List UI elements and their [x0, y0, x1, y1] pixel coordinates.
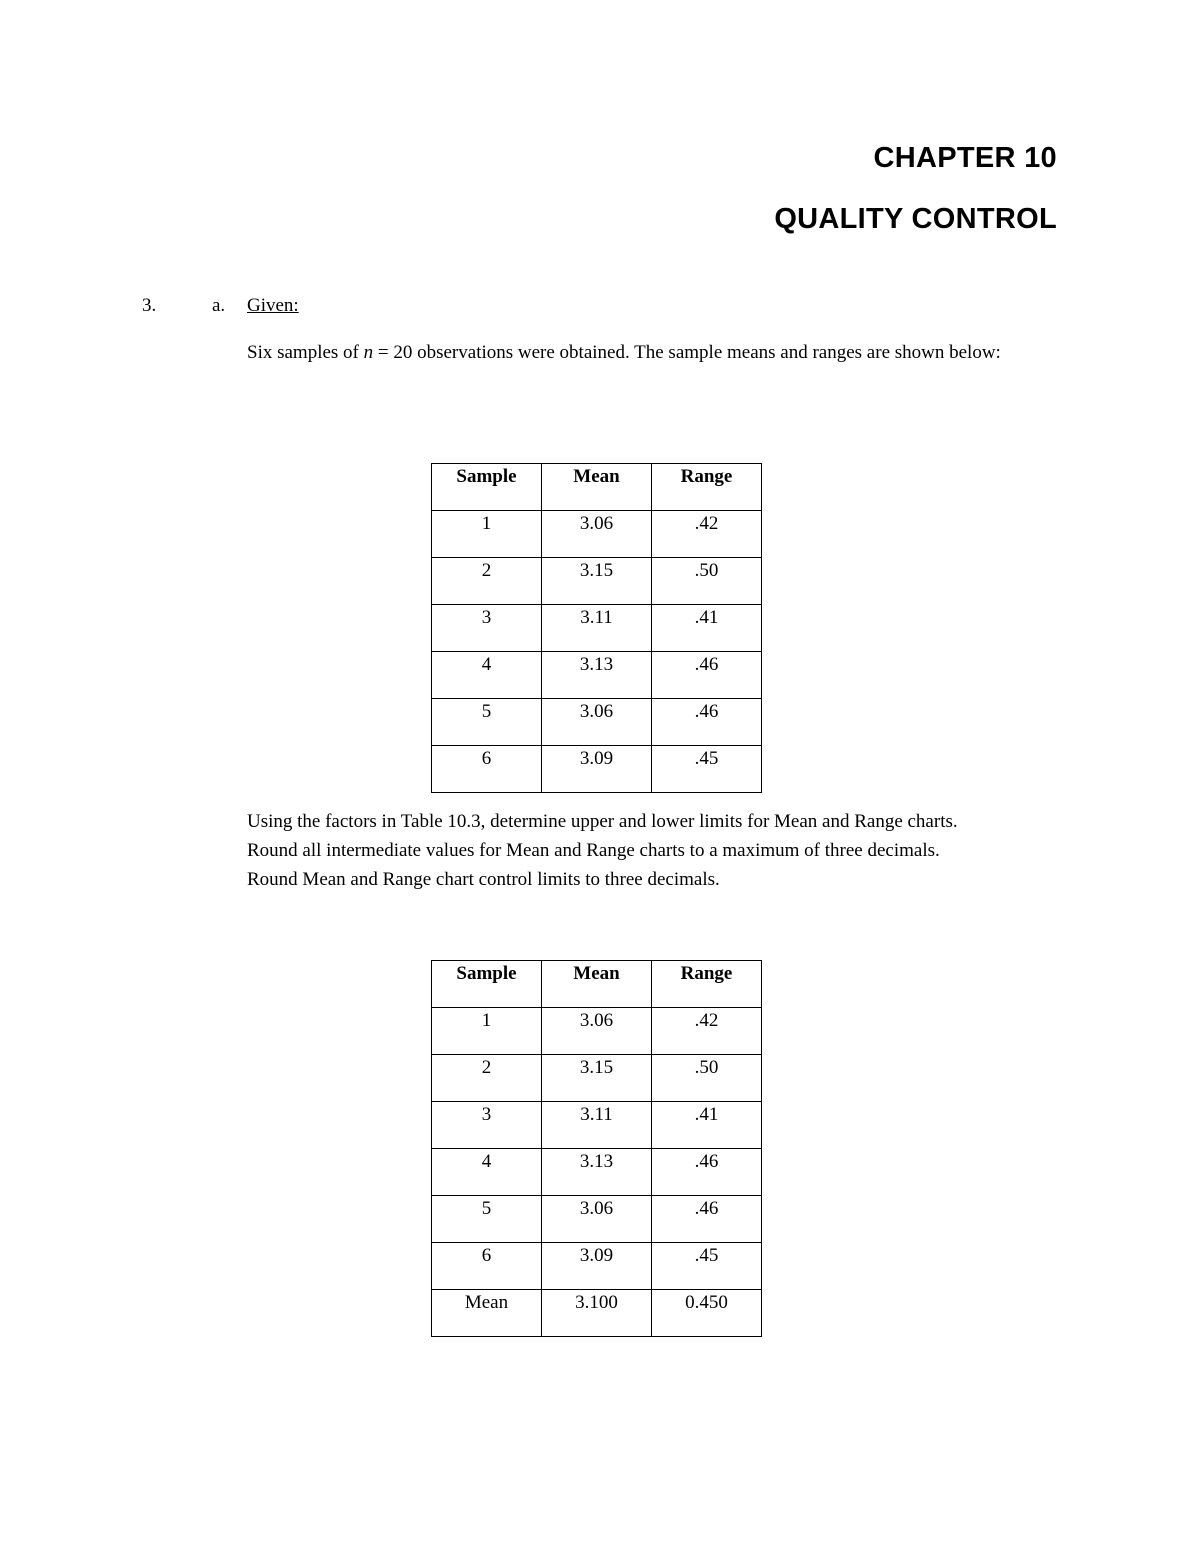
table-row	[432, 1102, 762, 1149]
table-row	[432, 1008, 762, 1055]
intro-text-end: = 20 observations were obtained. The sample means and ranges are shown below:	[373, 342, 1001, 363]
table-row	[432, 511, 762, 558]
table-row	[432, 605, 762, 652]
cell-range: .41	[652, 1102, 762, 1149]
cell-mean: 3.09	[542, 746, 652, 793]
cell-mean: 3.06	[542, 1008, 652, 1055]
cell-mean: 3.06	[542, 699, 652, 746]
cell-sample: 4	[432, 652, 542, 699]
header-sample: Sample	[432, 961, 542, 1008]
cell-sample: 1	[432, 1008, 542, 1055]
header-sample: Sample	[432, 464, 542, 511]
intro-text-start: Six samples of	[247, 342, 364, 363]
cell-sample: 1	[432, 511, 542, 558]
cell-sample: 4	[432, 1149, 542, 1196]
cell-range: .42	[652, 1008, 762, 1055]
table-row	[432, 1149, 762, 1196]
cell-range: .46	[652, 652, 762, 699]
sample-data-table	[431, 463, 762, 793]
header-mean: Mean	[542, 464, 652, 511]
given-label: Given:	[247, 295, 299, 316]
cell-mean-of-means: 3.100	[542, 1290, 652, 1337]
cell-mean: 3.15	[542, 1055, 652, 1102]
cell-mean: 3.11	[542, 1102, 652, 1149]
table-header-row	[432, 464, 762, 511]
cell-sample: 2	[432, 558, 542, 605]
instruction-line: Using the factors in Table 10.3, determine upper and lower limits for Mean and Range charts.	[247, 811, 958, 832]
table-row	[432, 1243, 762, 1290]
table-row	[432, 699, 762, 746]
table-header-row	[432, 961, 762, 1008]
cell-range: .50	[652, 558, 762, 605]
cell-mean: 3.15	[542, 558, 652, 605]
cell-mean: 3.09	[542, 1243, 652, 1290]
table-row	[432, 558, 762, 605]
cell-range: .45	[652, 746, 762, 793]
cell-sample: 6	[432, 1243, 542, 1290]
problem-intro	[247, 338, 1077, 367]
cell-range: .46	[652, 1149, 762, 1196]
header-mean: Mean	[542, 961, 652, 1008]
cell-sample: 6	[432, 746, 542, 793]
intro-variable: n	[363, 342, 374, 363]
sample-data-table-with-means	[431, 960, 762, 1337]
cell-sample: 3	[432, 605, 542, 652]
cell-sample: 5	[432, 1196, 542, 1243]
cell-range: .42	[652, 511, 762, 558]
table-row	[432, 652, 762, 699]
table-row	[432, 1055, 762, 1102]
cell-sample: 3	[432, 1102, 542, 1149]
chapter-title: QUALITY CONTROL	[774, 203, 1057, 235]
cell-summary-label: Mean	[432, 1290, 542, 1337]
cell-mean: 3.06	[542, 1196, 652, 1243]
chapter-heading: CHAPTER 10	[873, 142, 1057, 174]
cell-range: .41	[652, 605, 762, 652]
table-summary-row	[432, 1290, 762, 1337]
cell-range: .46	[652, 1196, 762, 1243]
table-row	[432, 1196, 762, 1243]
problem-part-letter: a.	[212, 295, 226, 316]
instruction-line: Round Mean and Range chart control limits to three decimals.	[247, 869, 720, 890]
header-range: Range	[652, 464, 762, 511]
cell-mean-of-ranges: 0.450	[652, 1290, 762, 1337]
cell-range: .50	[652, 1055, 762, 1102]
cell-sample: 5	[432, 699, 542, 746]
cell-range: .46	[652, 699, 762, 746]
table-row	[432, 746, 762, 793]
header-range: Range	[652, 961, 762, 1008]
cell-mean: 3.13	[542, 652, 652, 699]
cell-mean: 3.11	[542, 605, 652, 652]
cell-mean: 3.06	[542, 511, 652, 558]
problem-number: 3.	[142, 295, 157, 316]
instructions	[247, 807, 1107, 894]
cell-range: .45	[652, 1243, 762, 1290]
cell-mean: 3.13	[542, 1149, 652, 1196]
cell-sample: 2	[432, 1055, 542, 1102]
instruction-line: Round all intermediate values for Mean and Range charts to a maximum of three decimals.	[247, 840, 940, 861]
